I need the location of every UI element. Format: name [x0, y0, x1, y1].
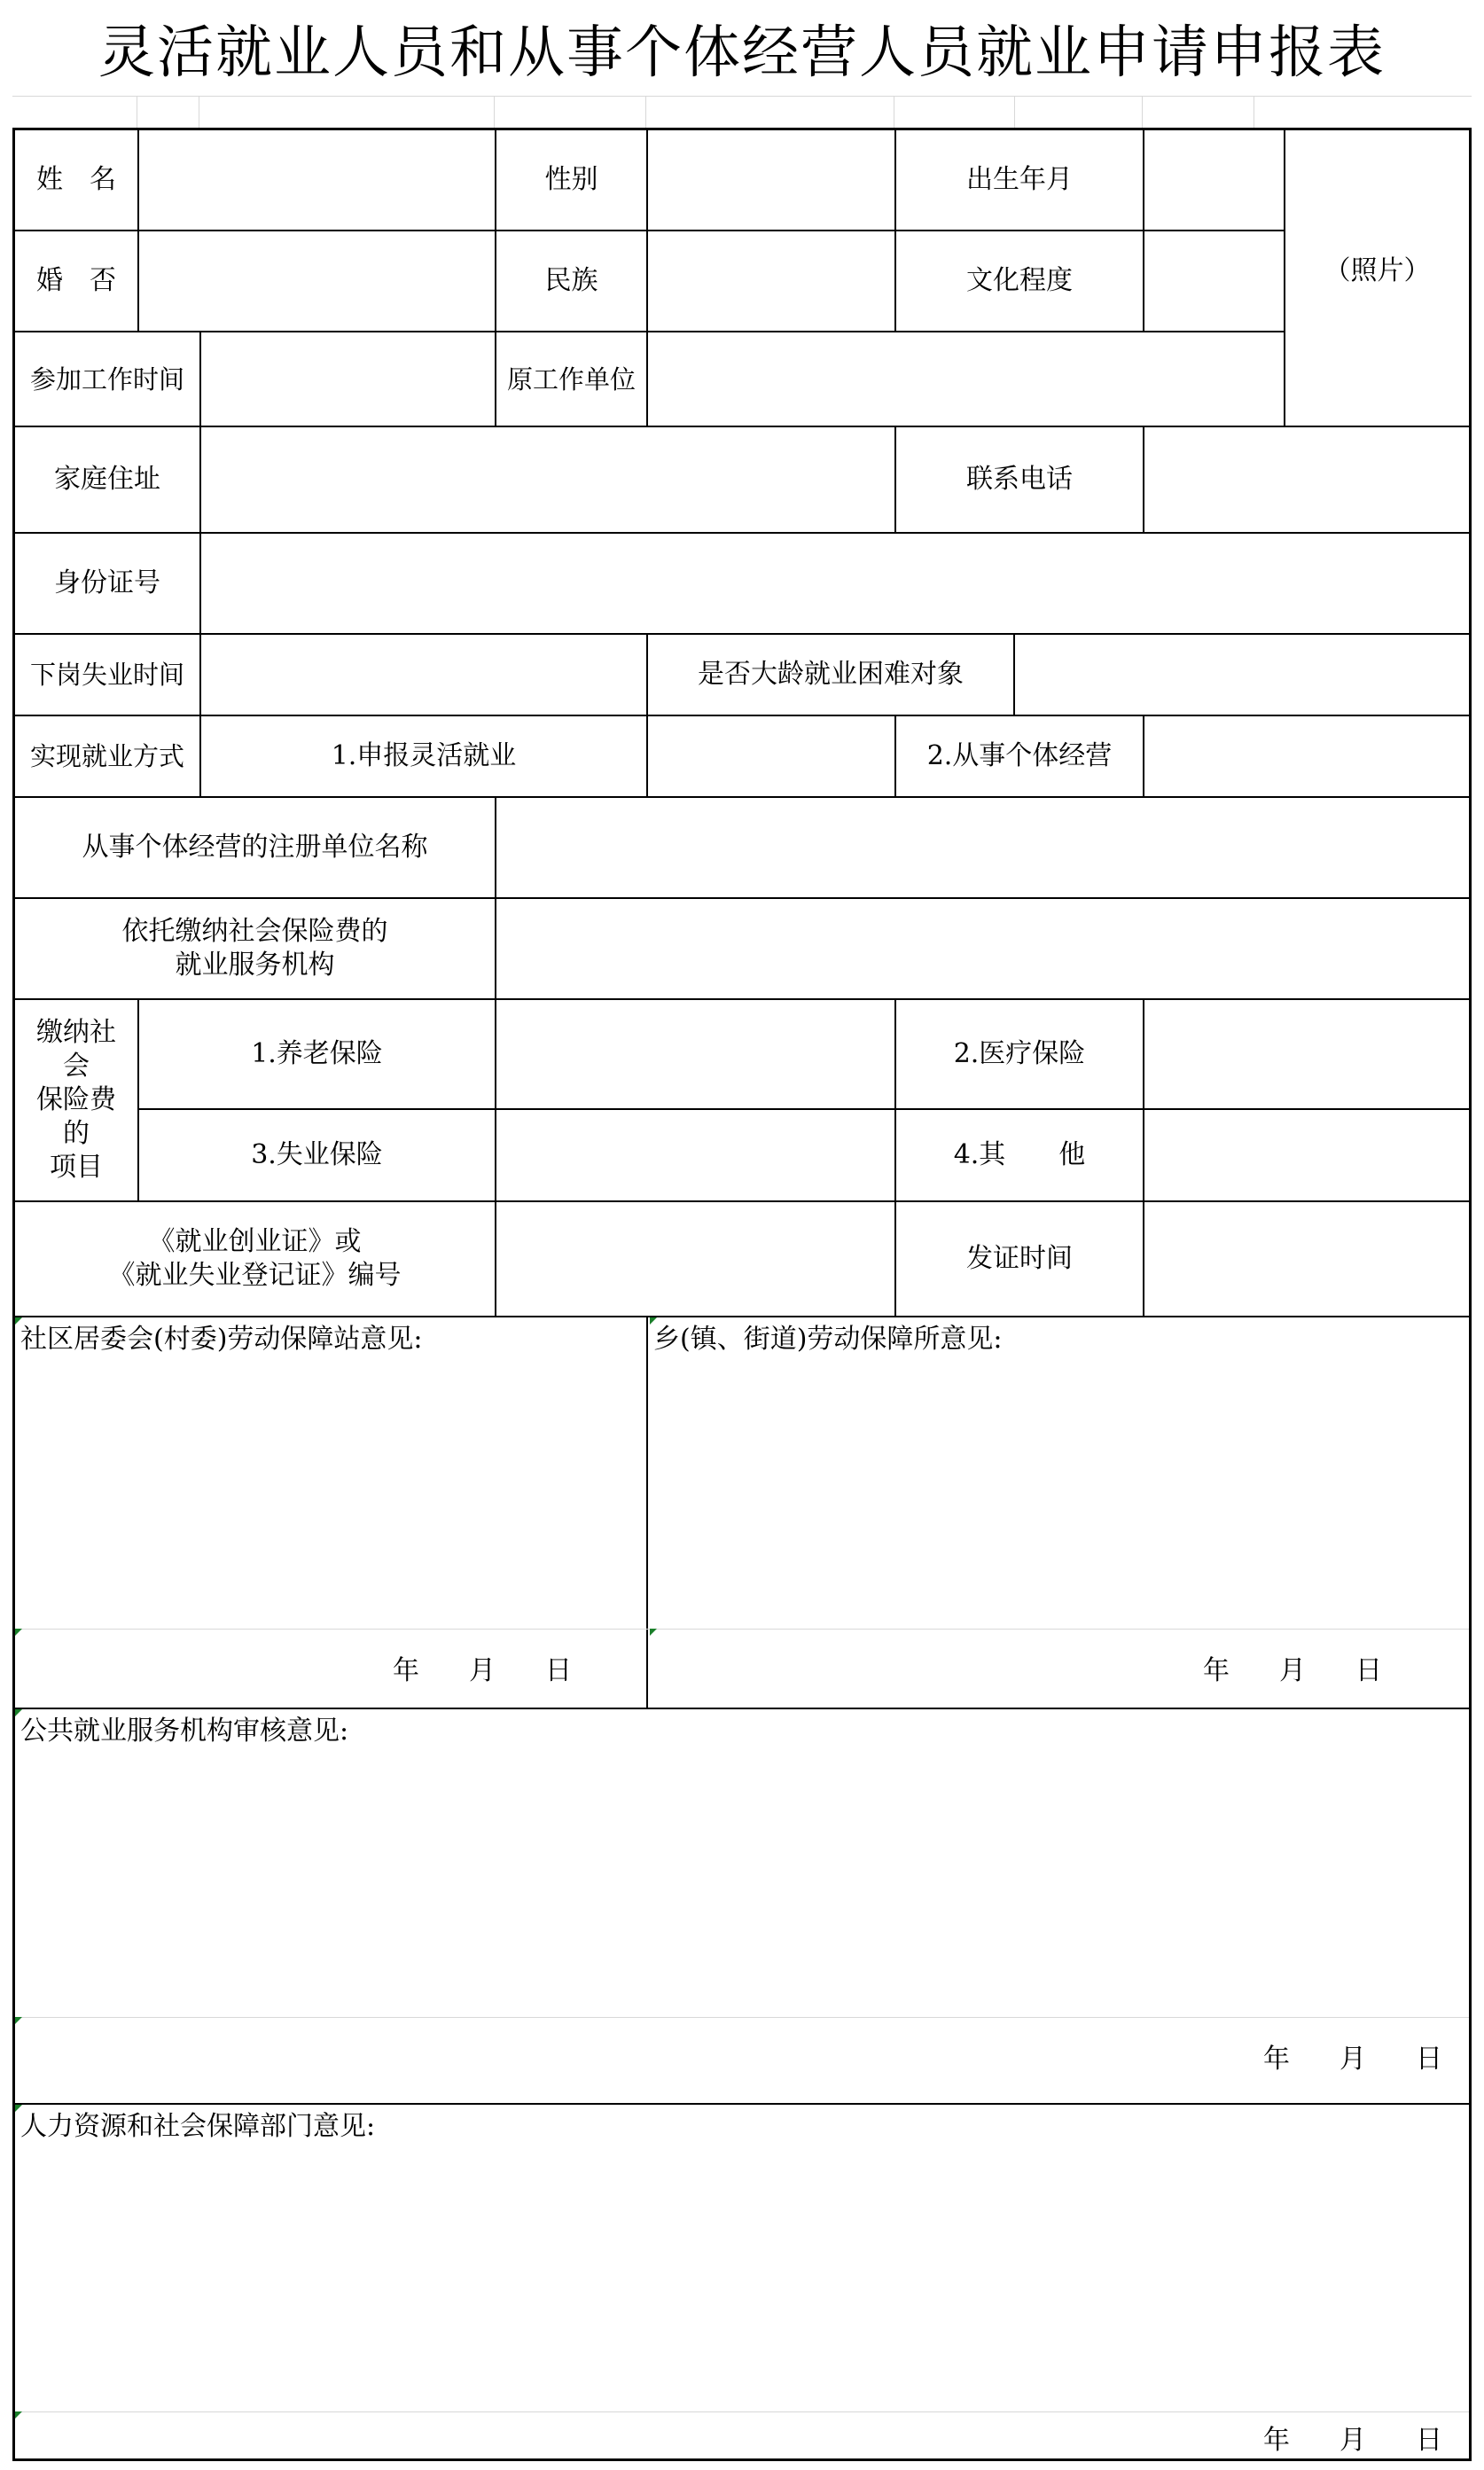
- township-date: [1203, 1648, 1382, 1687]
- date-year: 年: [1203, 1655, 1230, 1686]
- community-date: [393, 1648, 572, 1687]
- community-opinion-label: 社区居委会(村委)劳动保障站意见:: [20, 1324, 423, 1355]
- cell-comment-marker: [15, 1317, 22, 1325]
- date-month: 月: [1340, 2425, 1366, 2456]
- pension-field[interactable]: [496, 1000, 896, 1110]
- ethnicity-field[interactable]: [648, 231, 896, 332]
- mode-self-field[interactable]: [1144, 716, 1469, 798]
- gridline: [645, 97, 646, 129]
- elderly-hardship-field[interactable]: [1015, 635, 1469, 716]
- other-label: 4.其 他: [896, 1110, 1144, 1202]
- gender-field[interactable]: [648, 130, 896, 231]
- phone-label: 联系电话: [896, 427, 1144, 534]
- pension-label: 1.养老保险: [139, 1000, 496, 1110]
- gridline: [1014, 97, 1015, 129]
- cell-comment-marker: [15, 2017, 22, 2024]
- education-field[interactable]: [1144, 231, 1285, 332]
- employment-mode-label: 实现就业方式: [15, 716, 201, 798]
- elderly-hardship-label: 是否大龄就业困难对象: [648, 635, 1015, 716]
- township-opinion-label: 乡(镇、街道)劳动保障所意见:: [653, 1324, 1003, 1355]
- date-year: 年: [1263, 2425, 1290, 2456]
- mode-flexible-field[interactable]: [648, 716, 896, 798]
- issue-date-field[interactable]: [1144, 1202, 1469, 1317]
- id-number-label: 身份证号: [15, 534, 201, 635]
- date-month: 月: [469, 1655, 496, 1686]
- mode-flexible-label: 1.申报灵活就业: [201, 716, 648, 798]
- date-year: 年: [393, 1655, 419, 1686]
- spreadsheet-empty-row: [12, 96, 1472, 129]
- birth-field[interactable]: [1144, 130, 1285, 231]
- business-name-label: 从事个体经营的注册单位名称: [15, 798, 496, 899]
- date-day: 日: [545, 1655, 572, 1686]
- former-employer-label: 原工作单位: [496, 332, 648, 427]
- cell-comment-marker: [15, 1629, 22, 1636]
- agency-label-line2: 就业服务机构: [175, 950, 335, 981]
- other-field[interactable]: [1144, 1110, 1469, 1202]
- application-form: [12, 128, 1472, 2461]
- insurance-items-line5: 项目: [50, 1152, 103, 1183]
- gridline: [15, 1629, 1469, 1630]
- gridline: [15, 2017, 1469, 2018]
- work-start-label: 参加工作时间: [15, 332, 201, 427]
- address-field[interactable]: [201, 427, 896, 534]
- business-name-field[interactable]: [496, 798, 1469, 899]
- gender-label: 性别: [496, 130, 648, 231]
- education-label: 文化程度: [896, 231, 1144, 332]
- certificate-label: [15, 1202, 496, 1317]
- date-day: 日: [1416, 2425, 1442, 2456]
- certificate-label-line1: 《就业创业证》或: [148, 1226, 362, 1257]
- work-start-field[interactable]: [201, 332, 496, 427]
- id-number-field[interactable]: [201, 534, 1469, 635]
- insurance-items-line4: 的: [63, 1118, 90, 1149]
- unemployment-label: 3.失业保险: [139, 1110, 496, 1202]
- medical-label: 2.医疗保险: [896, 1000, 1144, 1110]
- issue-date-label: 发证时间: [896, 1202, 1144, 1317]
- date-month: 月: [1279, 1655, 1306, 1686]
- insurance-items-line3: 保险费: [36, 1084, 116, 1115]
- mode-self-label: 2.从事个体经营: [896, 716, 1144, 798]
- hr-opinion-label: 人力资源和社会保障部门意见:: [20, 2111, 376, 2142]
- layoff-time-field[interactable]: [201, 635, 648, 716]
- marital-field[interactable]: [139, 231, 496, 332]
- cell-comment-marker: [650, 1629, 657, 1636]
- gridline: [494, 97, 495, 129]
- ethnicity-label: 民族: [496, 231, 648, 332]
- gridline: [1142, 97, 1143, 129]
- certificate-field[interactable]: [496, 1202, 896, 1317]
- date-day: 日: [1355, 1655, 1382, 1686]
- hr-opinion-box[interactable]: [15, 2105, 1469, 2458]
- birth-label: 出生年月: [896, 130, 1144, 231]
- layoff-time-label: 下岗失业时间: [15, 635, 201, 716]
- public-service-opinion-box[interactable]: [15, 1709, 1469, 2105]
- insurance-items-line1: 缴纳社: [36, 1017, 116, 1048]
- cell-comment-marker: [15, 1709, 22, 1716]
- address-label: 家庭住址: [15, 427, 201, 534]
- public-service-date: [1263, 2036, 1442, 2075]
- cell-comment-marker: [650, 1317, 657, 1325]
- insurance-items-label: [15, 1000, 139, 1202]
- agency-field[interactable]: [496, 899, 1469, 1000]
- date-month: 月: [1340, 2044, 1366, 2075]
- date-year: 年: [1263, 2044, 1290, 2075]
- insurance-items-line2: 会: [63, 1051, 90, 1082]
- name-label: 姓 名: [15, 130, 139, 231]
- marital-label: 婚 否: [15, 231, 139, 332]
- form-title: 灵活就业人员和从事个体经营人员就业申请申报表: [98, 20, 1386, 86]
- cell-comment-marker: [15, 2105, 22, 2112]
- agency-label-line1: 依托缴纳社会保险费的: [121, 916, 388, 947]
- phone-field[interactable]: [1144, 427, 1469, 534]
- name-field[interactable]: [139, 130, 496, 231]
- public-service-opinion-label: 公共就业服务机构审核意见:: [20, 1716, 349, 1747]
- date-day: 日: [1416, 2044, 1442, 2075]
- gridline: [15, 2411, 1469, 2412]
- hr-date: [1263, 2418, 1442, 2457]
- certificate-label-line2: 《就业失业登记证》编号: [108, 1260, 402, 1291]
- cell-comment-marker: [15, 2411, 22, 2419]
- agency-label: [15, 899, 496, 1000]
- photo-box: （照片）: [1285, 130, 1469, 427]
- former-employer-field[interactable]: [648, 332, 1285, 427]
- medical-field[interactable]: [1144, 1000, 1469, 1110]
- unemployment-field[interactable]: [496, 1110, 896, 1202]
